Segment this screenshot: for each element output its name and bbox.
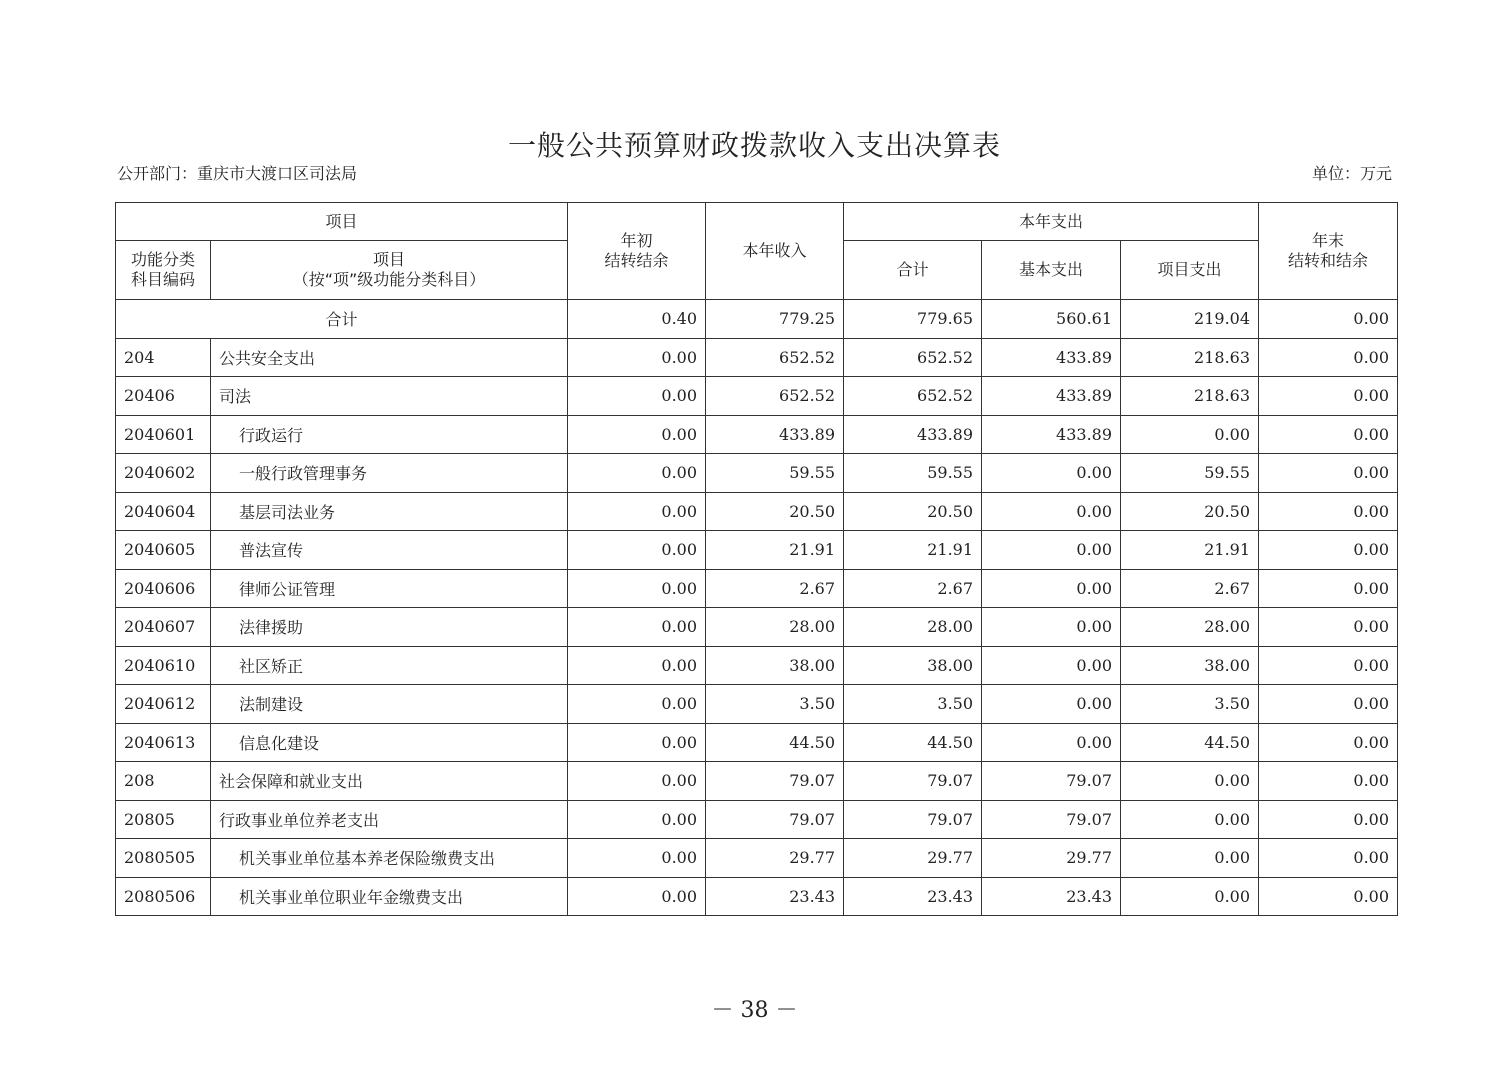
table-row (116, 685, 1398, 724)
row-exp-project: 38.00 (1121, 646, 1259, 685)
header-name-line1: 项目 (373, 250, 406, 269)
row-exp-total: 21.91 (844, 531, 982, 570)
row-exp-project: 218.63 (1121, 338, 1259, 377)
row-name: 社会保障和就业支出 (211, 762, 568, 801)
header-row-1 (116, 203, 1398, 241)
row-code: 2040613 (116, 723, 211, 762)
row-exp-total: 20.50 (844, 492, 982, 531)
row-begin: 0.00 (568, 608, 706, 647)
row-exp-project: 0.00 (1121, 877, 1259, 916)
header-expense: 本年支出 (844, 203, 1259, 241)
row-exp-project: 0.00 (1121, 415, 1259, 454)
row-income: 21.91 (706, 531, 844, 570)
header-end-line2: 结转和结余 (1288, 251, 1369, 270)
row-end: 0.00 (1259, 569, 1398, 608)
row-begin: 0.00 (568, 415, 706, 454)
row-exp-total: 79.07 (844, 762, 982, 801)
row-name: 司法 (211, 377, 568, 416)
row-exp-project: 44.50 (1121, 723, 1259, 762)
row-income: 38.00 (706, 646, 844, 685)
row-begin: 0.00 (568, 646, 706, 685)
row-income: 433.89 (706, 415, 844, 454)
row-end: 0.00 (1259, 338, 1398, 377)
row-code: 2040601 (116, 415, 211, 454)
table-row (116, 839, 1398, 878)
row-income: 23.43 (706, 877, 844, 916)
row-name: 机关事业单位基本养老保险缴费支出 (211, 839, 568, 878)
row-begin: 0.00 (568, 877, 706, 916)
row-code: 2040604 (116, 492, 211, 531)
row-exp-basic: 0.00 (982, 723, 1121, 762)
row-exp-project: 218.63 (1121, 377, 1259, 416)
table-row (116, 723, 1398, 762)
row-exp-basic: 0.00 (982, 492, 1121, 531)
table-row (116, 800, 1398, 839)
row-exp-total: 59.55 (844, 454, 982, 493)
row-end: 0.00 (1259, 723, 1398, 762)
row-exp-project: 59.55 (1121, 454, 1259, 493)
row-begin: 0.00 (568, 492, 706, 531)
row-exp-total: 652.52 (844, 377, 982, 416)
row-income: 2.67 (706, 569, 844, 608)
department-label: 公开部门：重庆市大渡口区司法局 (117, 164, 358, 183)
row-name: 信息化建设 (211, 723, 568, 762)
table-row (116, 377, 1398, 416)
total-row (116, 300, 1398, 339)
row-exp-total: 3.50 (844, 685, 982, 724)
row-income: 29.77 (706, 839, 844, 878)
table-row (116, 608, 1398, 647)
total-income: 779.25 (706, 300, 844, 339)
header-name (211, 241, 568, 300)
row-end: 0.00 (1259, 377, 1398, 416)
row-exp-project: 0.00 (1121, 839, 1259, 878)
row-exp-basic: 23.43 (982, 877, 1121, 916)
table-row (116, 531, 1398, 570)
row-exp-total: 29.77 (844, 839, 982, 878)
row-code: 2040610 (116, 646, 211, 685)
row-code: 2040612 (116, 685, 211, 724)
row-exp-total: 2.67 (844, 569, 982, 608)
row-end: 0.00 (1259, 531, 1398, 570)
row-exp-basic: 29.77 (982, 839, 1121, 878)
row-end: 0.00 (1259, 608, 1398, 647)
row-exp-total: 79.07 (844, 800, 982, 839)
row-name: 法制建设 (211, 685, 568, 724)
row-begin: 0.00 (568, 377, 706, 416)
table-row (116, 492, 1398, 531)
row-exp-total: 23.43 (844, 877, 982, 916)
row-income: 3.50 (706, 685, 844, 724)
row-end: 0.00 (1259, 800, 1398, 839)
row-begin: 0.00 (568, 338, 706, 377)
header-end-line1: 年末 (1312, 231, 1345, 250)
row-end: 0.00 (1259, 646, 1398, 685)
table-row (116, 877, 1398, 916)
total-exp-basic: 560.61 (982, 300, 1121, 339)
row-exp-total: 652.52 (844, 338, 982, 377)
row-begin: 0.00 (568, 800, 706, 839)
row-exp-basic: 79.07 (982, 800, 1121, 839)
header-exp-total: 合计 (844, 241, 982, 300)
row-income: 20.50 (706, 492, 844, 531)
row-code: 20406 (116, 377, 211, 416)
row-exp-basic: 79.07 (982, 762, 1121, 801)
total-exp-project: 219.04 (1121, 300, 1259, 339)
row-begin: 0.00 (568, 569, 706, 608)
header-begin-line2: 结转结余 (604, 251, 669, 270)
row-end: 0.00 (1259, 762, 1398, 801)
header-code-line1: 功能分类 (130, 250, 195, 269)
row-name: 基层司法业务 (211, 492, 568, 531)
table-row (116, 454, 1398, 493)
row-code: 20805 (116, 800, 211, 839)
row-exp-basic: 0.00 (982, 531, 1121, 570)
row-income: 79.07 (706, 800, 844, 839)
row-begin: 0.00 (568, 454, 706, 493)
header-end-balance (1259, 203, 1398, 300)
row-name: 公共安全支出 (211, 338, 568, 377)
row-income: 59.55 (706, 454, 844, 493)
table-row (116, 646, 1398, 685)
header-exp-basic: 基本支出 (982, 241, 1121, 300)
row-exp-basic: 0.00 (982, 454, 1121, 493)
row-exp-total: 28.00 (844, 608, 982, 647)
row-income: 652.52 (706, 377, 844, 416)
row-code: 2080506 (116, 877, 211, 916)
row-exp-project: 28.00 (1121, 608, 1259, 647)
page-number: － 38 － (711, 998, 798, 1023)
row-exp-basic: 0.00 (982, 646, 1121, 685)
row-end: 0.00 (1259, 685, 1398, 724)
row-code: 2040605 (116, 531, 211, 570)
total-end: 0.00 (1259, 300, 1398, 339)
total-exp-total: 779.65 (844, 300, 982, 339)
table-row (116, 338, 1398, 377)
row-exp-total: 38.00 (844, 646, 982, 685)
row-code: 204 (116, 338, 211, 377)
page-title: 一般公共预算财政拨款收入支出决算表 (507, 129, 1001, 162)
row-exp-project: 0.00 (1121, 800, 1259, 839)
row-name: 社区矫正 (211, 646, 568, 685)
total-label: 合计 (116, 300, 568, 339)
row-code: 2040607 (116, 608, 211, 647)
header-code-line2: 科目编码 (130, 270, 195, 289)
header-begin-line1: 年初 (620, 231, 653, 250)
row-name: 法律援助 (211, 608, 568, 647)
row-code: 208 (116, 762, 211, 801)
table-row (116, 415, 1398, 454)
row-income: 44.50 (706, 723, 844, 762)
row-exp-project: 0.00 (1121, 762, 1259, 801)
row-name: 机关事业单位职业年金缴费支出 (211, 877, 568, 916)
row-name: 行政事业单位养老支出 (211, 800, 568, 839)
row-income: 79.07 (706, 762, 844, 801)
row-income: 28.00 (706, 608, 844, 647)
row-exp-project: 20.50 (1121, 492, 1259, 531)
row-end: 0.00 (1259, 877, 1398, 916)
row-name: 一般行政管理事务 (211, 454, 568, 493)
table-row (116, 569, 1398, 608)
row-begin: 0.00 (568, 762, 706, 801)
row-exp-basic: 0.00 (982, 685, 1121, 724)
header-project: 项目 (116, 203, 568, 241)
row-exp-total: 433.89 (844, 415, 982, 454)
row-begin: 0.00 (568, 723, 706, 762)
row-name: 普法宣传 (211, 531, 568, 570)
row-begin: 0.00 (568, 685, 706, 724)
row-end: 0.00 (1259, 839, 1398, 878)
row-exp-project: 21.91 (1121, 531, 1259, 570)
header-exp-project: 项目支出 (1121, 241, 1259, 300)
row-code: 2040602 (116, 454, 211, 493)
row-end: 0.00 (1259, 454, 1398, 493)
row-exp-project: 2.67 (1121, 569, 1259, 608)
unit-label: 单位：万元 (1311, 164, 1392, 183)
row-income: 652.52 (706, 338, 844, 377)
row-exp-basic: 433.89 (982, 377, 1121, 416)
row-exp-total: 44.50 (844, 723, 982, 762)
row-exp-basic: 0.00 (982, 569, 1121, 608)
header-income: 本年收入 (706, 203, 844, 300)
row-exp-basic: 433.89 (982, 338, 1121, 377)
row-end: 0.00 (1259, 415, 1398, 454)
row-end: 0.00 (1259, 492, 1398, 531)
row-begin: 0.00 (568, 531, 706, 570)
row-begin: 0.00 (568, 839, 706, 878)
row-name: 律师公证管理 (211, 569, 568, 608)
row-code: 2080505 (116, 839, 211, 878)
budget-table (115, 202, 1398, 916)
row-exp-basic: 433.89 (982, 415, 1121, 454)
row-name: 行政运行 (211, 415, 568, 454)
row-code: 2040606 (116, 569, 211, 608)
row-exp-basic: 0.00 (982, 608, 1121, 647)
row-exp-project: 3.50 (1121, 685, 1259, 724)
table-row (116, 762, 1398, 801)
header-begin-balance (568, 203, 706, 300)
header-code (116, 241, 211, 300)
total-begin: 0.40 (568, 300, 706, 339)
header-name-line2: （按“项”级功能分类科目） (292, 270, 486, 289)
